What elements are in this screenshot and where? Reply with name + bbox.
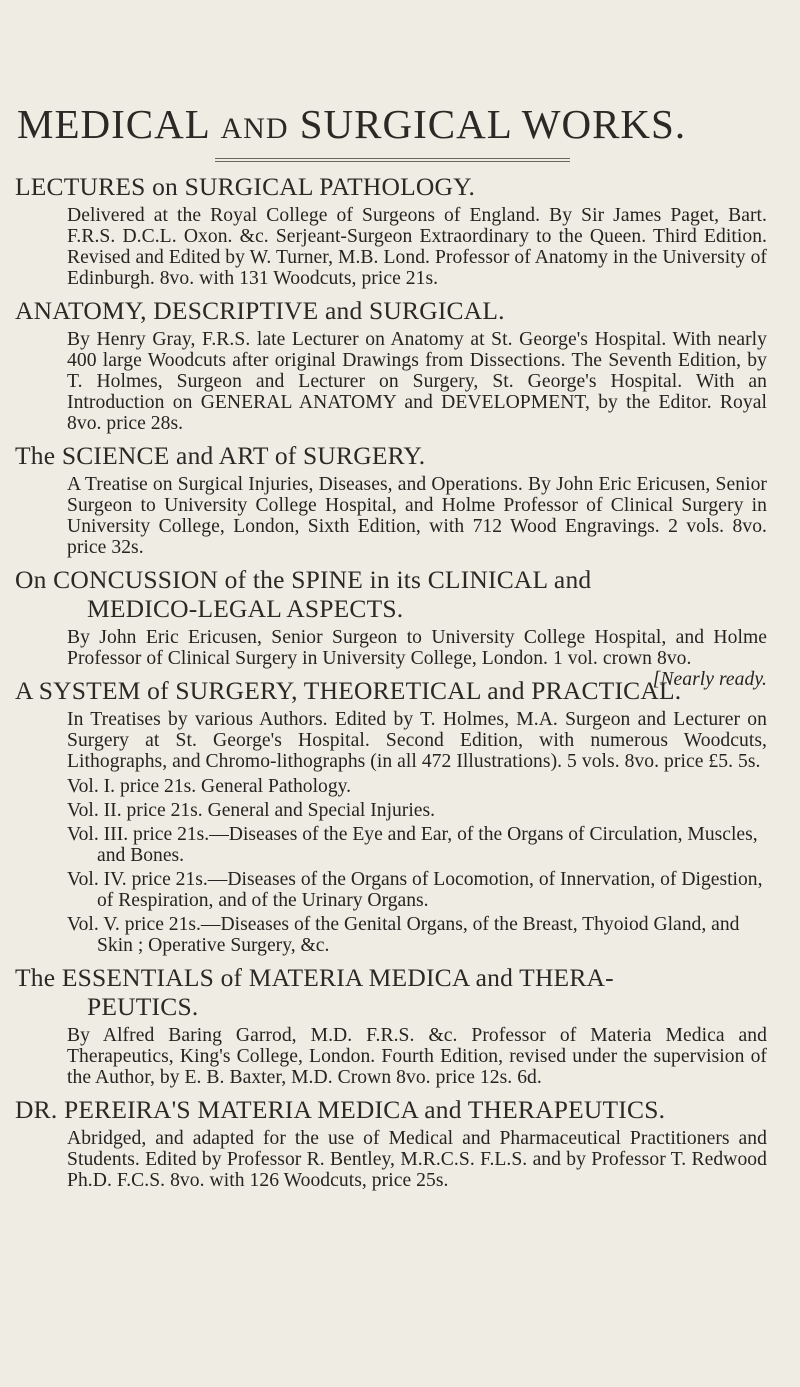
- entry-science-art-surgery: [15, 441, 767, 558]
- entry-heading: The SCIENCE and ART of SURGERY.: [15, 441, 426, 470]
- volume-item: Vol. IV. price 21s.—Diseases of the Organs of Locomotion, of Innervation, of Digestion, of Respiration, and of the Urinary Organs.: [67, 869, 763, 911]
- entry-heading: On CONCUSSION of the SPINE in its CLINICAL and: [15, 565, 592, 594]
- title-part-medical: MEDICAL: [17, 101, 221, 147]
- entry-pereira-materia-medica: [15, 1095, 767, 1191]
- page-title: [17, 100, 686, 148]
- entry-system-of-surgery: [15, 676, 767, 956]
- title-rule-second: [215, 161, 570, 162]
- entry-body: Abridged, and adapted for the use of Medical and Pharmaceutical Practitioners and Students. Edited by Professor R. Bentley, M.R.C.S. F.L.S. and by Professor T. Redwood Ph.D. F.C.S. 8vo. with 126 Woodcuts, price 25s.: [67, 1128, 767, 1191]
- entry-body: In Treatises by various Authors. Edited by T. Holmes, M.A. Surgeon and Lecturer on Surgery at St. George's Hospital. Second Edition, with numerous Woodcuts, Lithographs, and Chromo-lithographs (in all 472 Illustrations). 5 vols. 8vo. price £5. 5s.: [67, 709, 767, 772]
- title-part-and: AND: [220, 112, 289, 145]
- entry-anatomy: [15, 296, 767, 434]
- entry-concussion-spine: [15, 565, 767, 690]
- title-part-surgical-works: SURGICAL WORKS.: [288, 101, 687, 147]
- volume-item: Vol. III. price 21s.—Diseases of the Eye and Ear, of the Organs of Circulation, Muscles, and Bones.: [67, 824, 758, 866]
- entry-body: Delivered at the Royal College of Surgeons of England. By Sir James Paget, Bart. F.R.S. D.C.L. Oxon. &c. Serjeant-Surgeon Extraordinary to the Queen. Third Edition. Revised and Edited by W. Turner, M.B. Lond. Professor of Anatomy in the University of Edinburgh. 8vo. with 131 Woodcuts, price 21s.: [67, 205, 767, 289]
- entry-body: A Treatise on Surgical Injuries, Diseases, and Operations. By John Eric Ericusen, Senior Surgeon to University College Hospital, and Holme Professor of Clinical Surgery in University College, London, Sixth Edition, with 712 Wood Engravings. 2 vols. 8vo. price 32s.: [67, 474, 767, 558]
- entry-surgical-pathology: [15, 172, 767, 289]
- entry-heading: ANATOMY, DESCRIPTIVE and SURGICAL.: [15, 296, 505, 325]
- availability-note: [Nearly ready.: [652, 669, 767, 690]
- entry-heading: The ESSENTIALS of MATERIA MEDICA and THERA-: [15, 963, 614, 992]
- entry-heading-continued: PEUTICS.: [87, 992, 199, 1021]
- entry-body: By Alfred Baring Garrod, M.D. F.R.S. &c. Professor of Materia Medica and Therapeutics, King's College, London. Fourth Edition, revised under the supervision of the Author, by E. B. Baxter, M.D. Crown 8vo. price 12s. 6d.: [67, 1025, 767, 1088]
- volume-item: Vol. I. price 21s. General Pathology.: [67, 776, 352, 797]
- entry-body-text: By John Eric Ericusen, Senior Surgeon to University College Hospital, and Holme Professor of Clinical Surgery in University College, London. 1 vol. crown 8vo.: [67, 627, 767, 669]
- entry-heading: DR. PEREIRA'S MATERIA MEDICA and THERAPEUTICS.: [15, 1095, 666, 1124]
- volume-item: Vol. V. price 21s.—Diseases of the Genital Organs, of the Breast, Thyoiod Gland, and Skin ; Operative Surgery, &c.: [67, 914, 740, 956]
- volume-item: Vol. II. price 21s. General and Special Injuries.: [67, 800, 435, 821]
- entry-materia-medica-essentials: [15, 963, 767, 1088]
- entries-list: [15, 172, 767, 1191]
- entry-heading: A SYSTEM of SURGERY, THEORETICAL and PRACTICAL.: [15, 676, 682, 705]
- entry-heading: LECTURES on SURGICAL PATHOLOGY.: [15, 172, 476, 201]
- entry-heading-continued: MEDICO-LEGAL ASPECTS.: [87, 594, 404, 623]
- volume-list: [67, 776, 767, 956]
- entry-body: By Henry Gray, F.R.S. late Lecturer on Anatomy at St. George's Hospital. With nearly 400 large Woodcuts after original Drawings from Dissections. The Seventh Edition, by T. Holmes, Surgeon and Lecturer on Surgery, St. George's Hospital. With an Introduction on GENERAL ANATOMY and DEVELOPMENT, by the Editor. Royal 8vo. price 28s.: [67, 329, 767, 434]
- entry-body: [67, 627, 767, 690]
- title-rule: [215, 158, 570, 159]
